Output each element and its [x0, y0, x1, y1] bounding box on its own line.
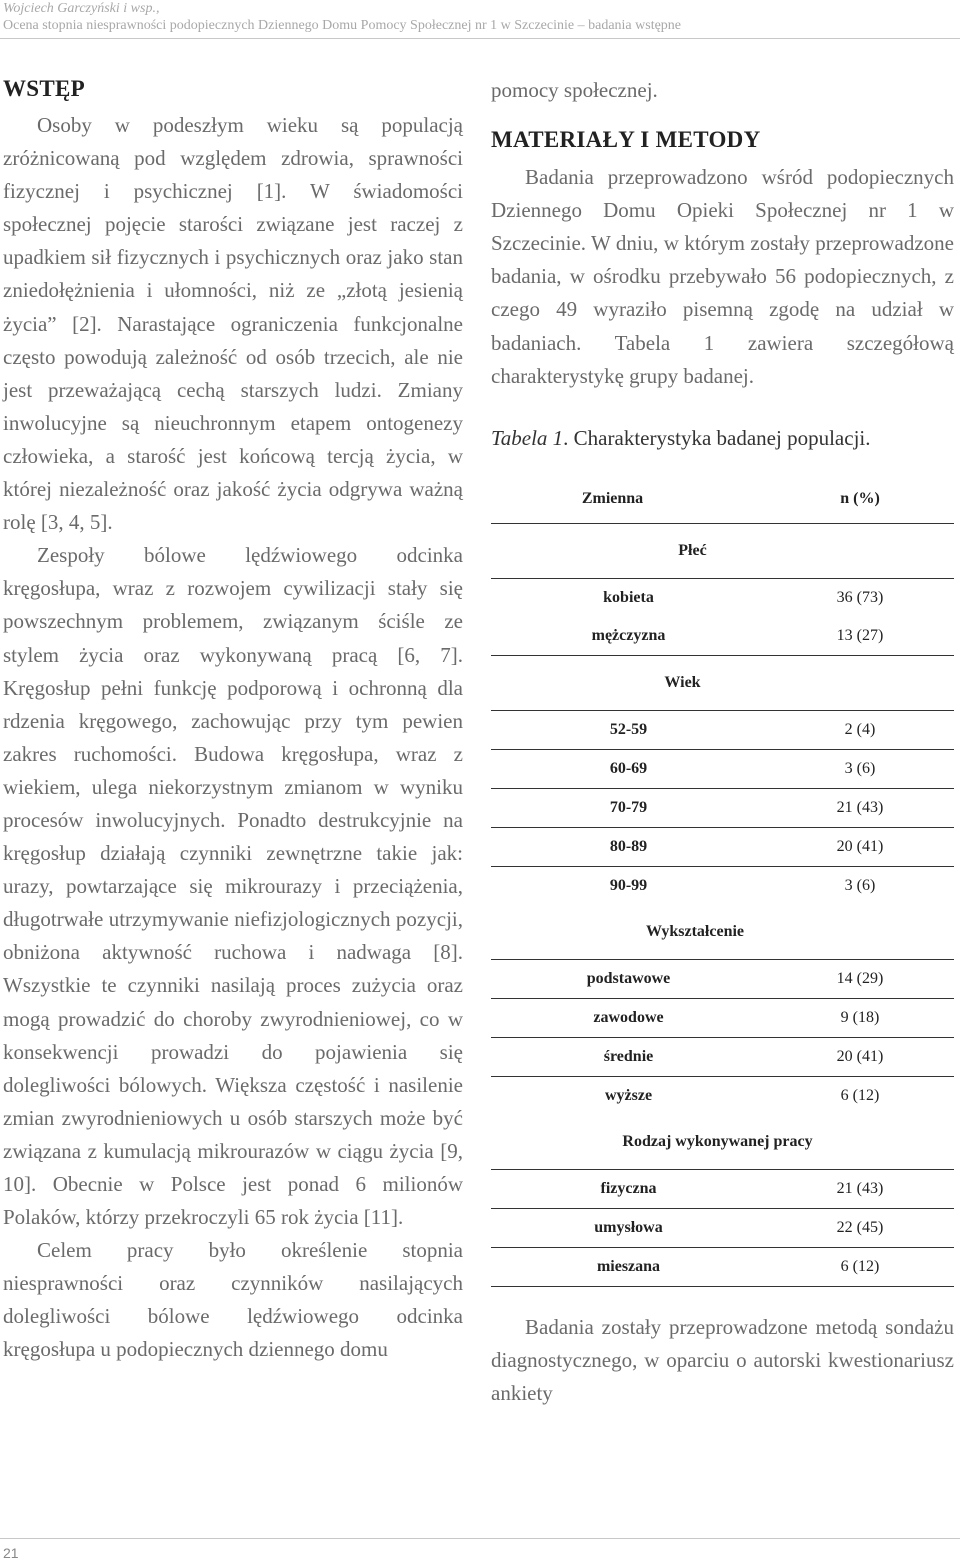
row-label: 52-59	[491, 710, 766, 749]
table-row	[491, 959, 954, 998]
row-value: 3 (6)	[766, 749, 954, 788]
intro-paragraph-1: Osoby w podeszłym wieku są populacją zróżnicowaną pod względem zdrowia, sprawności fizycznej i psychicznej [1]. W świadomości społecznej pojęcie starości związane jest raczej z upadkiem sił fizycznych i psychicznych oraz jako stan zniedołężnienia i ułomności, niż ze „złotą jesienią życia” [2]. Narastające ograniczenia funkcjonalne często powodują zależność od osób trzecich, ale nie jest przeważającą cechą starszych ludzi. Zmiany inwolucyjne są nieuchronnym etapem ontogenezy człowieka, a starość jest końcową tercją życia, w której niezależność oraz jakość życia odgrywa ważną rolę [3, 4, 5].	[3, 113, 463, 535]
table-header-row	[491, 475, 954, 524]
table-caption-label: Tabela 1	[491, 425, 564, 450]
group-label-text: Wiek	[664, 673, 701, 691]
running-head	[3, 0, 953, 34]
continued-paragraph: pomocy społecznej.	[491, 78, 658, 102]
row-label: mężczyzna	[491, 617, 766, 656]
row-label: podstawowe	[491, 959, 766, 998]
row-value: 6 (12)	[840, 1086, 880, 1104]
running-head-title: Ocena stopnia niesprawności podopiecznych Dziennego Domu Pomocy Społecznej nr 1 w Szczecinie – badania wstępne	[3, 18, 682, 33]
row-label: wyższe	[604, 1086, 653, 1104]
table-group-row	[491, 655, 954, 710]
group-label	[491, 655, 954, 710]
row-value: 6 (12)	[766, 1247, 954, 1286]
row-value: 36 (73)	[836, 588, 884, 606]
population-table	[491, 475, 954, 1287]
row-value: 9 (18)	[766, 998, 954, 1037]
row-label: 90-99	[609, 876, 648, 894]
row-value: 13 (27)	[766, 617, 954, 656]
table-row	[491, 788, 954, 827]
row-value: 20 (41)	[766, 1037, 954, 1076]
table-row	[491, 710, 954, 749]
header-variable: Zmienna	[491, 475, 766, 524]
row-label: 80-89	[491, 827, 766, 866]
table-row	[491, 749, 954, 788]
row-label: 70-79	[491, 788, 766, 827]
group-label-text: Wykształcenie	[645, 922, 745, 940]
group-label-text: Płeć	[678, 541, 707, 559]
row-value: 21 (43)	[766, 1169, 954, 1208]
footer-rule	[0, 1538, 960, 1539]
intro-heading: WSTĘP	[3, 76, 86, 101]
table-row	[491, 1076, 954, 1115]
table-caption-text: . Charakterystyka badanej populacji.	[563, 425, 871, 450]
intro-paragraph-2: Zespoły bólowe lędźwiowego odcinka kręgosłupa, wraz z rozwojem cywilizacji stały się powszechnym problemem, związanym ściśle ze stylem życia oraz wykonywaną pracą [6, 7]. Kręgosłup pełni funkcję podporową i ochronną dla rdzenia kręgowego, zachowując przy tym pewien zakres ruchomości. Budowa kręgosłupa, wraz z wiekiem, ulega niekorzystnym zmianom w wyniku procesów inwolucyjnych. Ponadto destrukcyjnie na kręgosłup działają czynniki zewnętrzne takie jak: urazy, powtarzające się mikrourazy i przeciążenia, długotrwałe utrzymywanie niefizjologicznych pozycji, obniżona aktywność ruchowa i nadwaga [8]. Wszystkie te czynniki nasilają proces zużycia oraz mogą prowadzić do choroby zwyrodnieniowej, co w konsekwencji prowadzi do pojawienia się dolegliwości bólowych. Większa częstość i nasilenie zmian zwyrodnieniowych u osób starszych może być związana z kumulacją mikrourazów w ciągu życia [9, 10]. Obecnie w Polsce jest ponad 6 milionów Polaków, którzy przekroczyli 65 rok życia [11].	[3, 543, 463, 1230]
row-value: 2 (4)	[766, 710, 954, 749]
running-head-authors: Wojciech Garczyński i wsp.,	[3, 1, 160, 16]
row-value: 21 (43)	[766, 788, 954, 827]
header-rule	[0, 38, 960, 39]
header-value: n (%)	[766, 475, 954, 524]
table-row	[491, 1247, 954, 1286]
row-label: zawodowe	[491, 998, 766, 1037]
row-label: umysłowa	[491, 1208, 766, 1247]
row-label: kobieta	[603, 588, 654, 606]
table-group-row	[491, 523, 954, 578]
after-table-paragraph: Badania zostały przeprowadzone metodą sondażu diagnostycznego, w oparciu o autorski kwestionariusz ankiety	[491, 1314, 954, 1405]
table-row	[491, 866, 954, 905]
left-column	[3, 72, 463, 1367]
row-value: 20 (41)	[766, 827, 954, 866]
table-group-row	[491, 1115, 954, 1170]
table-row	[491, 1208, 954, 1247]
table-row	[491, 1037, 954, 1076]
methods-heading: MATERIAŁY I METODY	[491, 127, 761, 153]
table-row	[491, 578, 954, 617]
group-label	[491, 905, 954, 960]
row-label: 60-69	[491, 749, 766, 788]
group-label	[491, 1115, 954, 1170]
row-value: 14 (29)	[766, 959, 954, 998]
intro-paragraph-3: Celem pracy było określenie stopnia niesprawności oraz czynników nasilających dolegliwości bólowe lędźwiowego odcinka kręgosłupa u podopiecznych dziennego domu	[3, 1238, 463, 1362]
table-row	[491, 827, 954, 866]
row-value: 3 (6)	[844, 876, 876, 894]
table-caption	[491, 423, 954, 453]
table-row	[491, 998, 954, 1037]
table-group-row	[491, 905, 954, 960]
table-row	[491, 617, 954, 656]
row-value: 22 (45)	[766, 1208, 954, 1247]
row-label: mieszana	[491, 1247, 766, 1286]
group-label	[491, 523, 954, 578]
right-column	[491, 72, 954, 1410]
row-label: fizyczna	[491, 1169, 766, 1208]
page-number: 21	[3, 1545, 19, 1561]
group-label-text: Rodzaj wykonywanej pracy	[622, 1132, 813, 1150]
table-row	[491, 1169, 954, 1208]
methods-paragraph: Badania przeprowadzono wśród podopiecznych Dziennego Domu Opieki Społecznej nr 1 w Szczecinie. W dniu, w którym zostały przeprowadzone badania, w ośrodku przebywało 56 podopiecznych, z czego 49 wyraziło pisemną zgodę na udział w badaniach. Tabela 1 zawiera szczegółową charakterystykę grupy badanej.	[491, 165, 954, 388]
row-label: średnie	[491, 1037, 766, 1076]
